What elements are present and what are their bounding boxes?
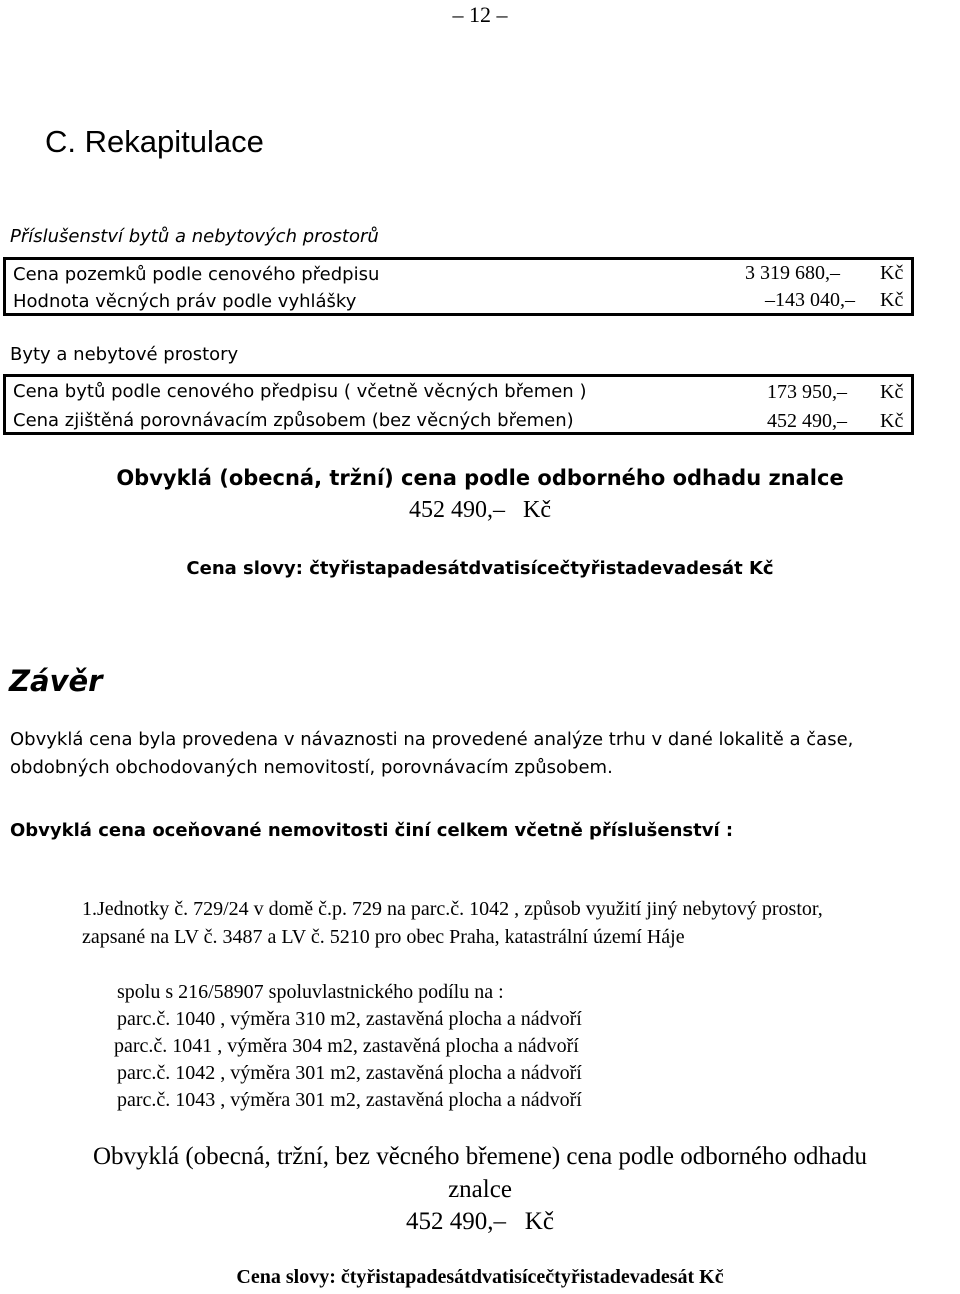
final-amount: 452 490,– — [406, 1208, 507, 1235]
accessories-row-amount: –143 040,– — [765, 289, 855, 311]
accessories-row-label: Cena pozemků podle cenového předpisu — [13, 264, 380, 285]
unit-description: zapsané na LV č. 3487 a LV č. 5210 pro obec Praha, katastrální území Háje — [82, 926, 685, 948]
summary-words: Cena slovy: čtyřistapadesátdvatisícečtyřistadevadesát Kč — [186, 558, 774, 579]
units-row-amount: 173 950,– — [767, 381, 847, 403]
summary-amount: 452 490,– — [409, 497, 505, 523]
section-title: C. Rekapitulace — [45, 124, 264, 159]
share-line: spolu s 216/58907 spoluvlastnického podílu na : — [117, 981, 504, 1003]
accessories-row-label: Hodnota věcných práv podle vyhlášky — [13, 291, 357, 312]
accessories-row-currency: Kč — [880, 262, 904, 284]
summary-amount-line — [0, 497, 960, 524]
units-table — [3, 374, 914, 435]
page-number: – 12 – — [452, 2, 508, 27]
units-row-amount: 452 490,– — [767, 410, 847, 432]
parcel-item: parc.č. 1040 , výměra 310 m2, zastavěná plocha a nádvoří — [117, 1008, 582, 1030]
units-row-label: Cena zjištěná porovnávacím způsobem (bez věcných břemen) — [13, 410, 574, 431]
final-amount-line — [0, 1208, 960, 1236]
conclusion-paragraph: obdobných obchodovaných nemovitostí, porovnávacím způsobem. — [10, 757, 613, 778]
conclusion-paragraph: Obvyklá cena byla provedena v návaznosti na provedené analýze trhu v dané lokalitě a čase, — [10, 729, 854, 750]
accessories-row-amount: 3 319 680,– — [745, 262, 840, 284]
parcel-item: parc.č. 1041 , výměra 304 m2, zastavěná plocha a nádvoří — [114, 1035, 579, 1057]
units-row-label: Cena bytů podle cenového předpisu ( včetně věcných břemen ) — [13, 381, 587, 402]
final-words: Cena slovy: čtyřistapadesátdvatisícečtyřistadevadesát Kč — [236, 1266, 724, 1288]
total-heading: Obvyklá cena oceňované nemovitosti činí celkem včetně příslušenství : — [10, 820, 734, 841]
parcel-item: parc.č. 1042 , výměra 301 m2, zastavěná plocha a nádvoří — [117, 1062, 582, 1084]
accessories-table — [3, 257, 914, 316]
accessories-row-currency: Kč — [880, 289, 904, 311]
final-title-continued: znalce — [448, 1176, 512, 1203]
units-row-currency: Kč — [880, 410, 904, 432]
final-currency: Kč — [524, 1208, 554, 1235]
units-heading: Byty a nebytové prostory — [10, 344, 239, 365]
parcel-item: parc.č. 1043 , výměra 301 m2, zastavěná plocha a nádvoří — [117, 1089, 582, 1111]
summary-title: Obvyklá (obecná, tržní) cena podle odborného odhadu znalce — [116, 466, 844, 490]
conclusion-heading: Závěr — [9, 664, 103, 698]
unit-description: 1.Jednotky č. 729/24 v domě č.p. 729 na parc.č. 1042 , způsob využití jiný nebytový prostor, — [82, 898, 823, 920]
final-title: Obvyklá (obecná, tržní, bez věcného břemene) cena podle odborného odhadu — [93, 1143, 867, 1170]
units-row-currency: Kč — [880, 381, 904, 403]
accessories-heading: Příslušenství bytů a nebytových prostorů — [10, 226, 379, 247]
summary-currency: Kč — [523, 497, 551, 523]
